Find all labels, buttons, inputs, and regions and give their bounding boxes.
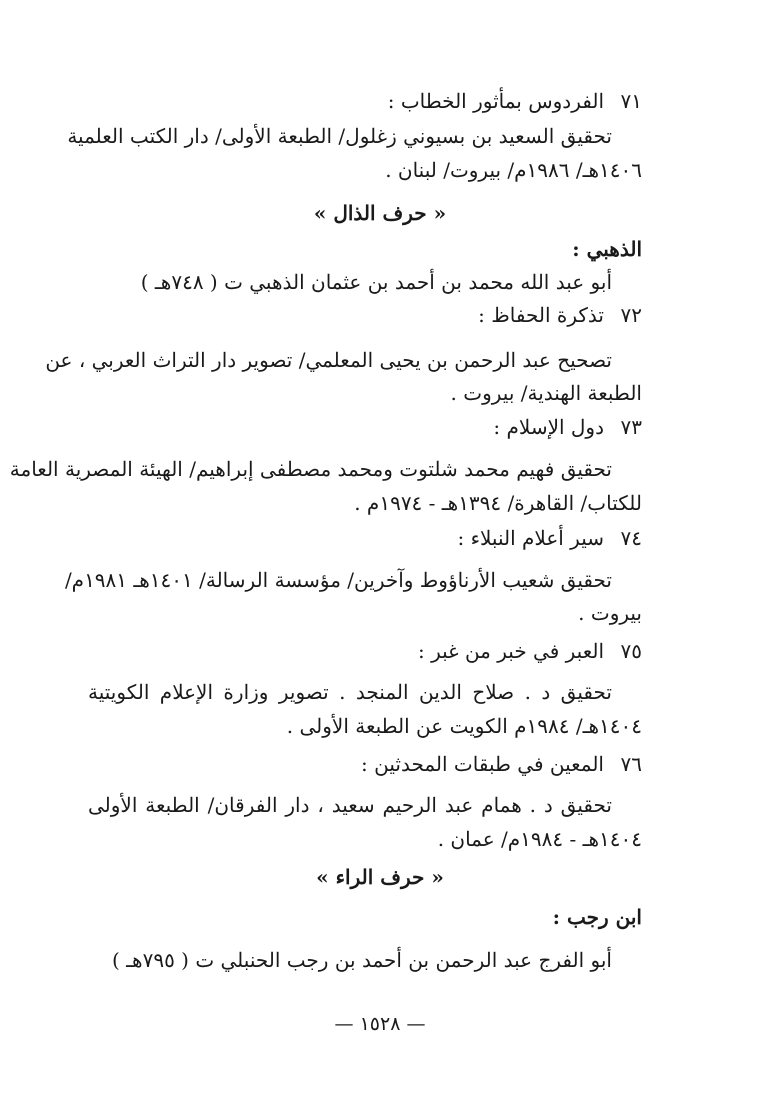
entry-number: ٧٢ [620,303,642,327]
entry-title: المعين في طبقات المحدثين : [361,752,604,776]
entry-73-line-2: للكتاب/ القاهرة/ ١٣٩٤هـ - ١٩٧٤م . [354,491,642,515]
entry-76-line-1: تحقيق د . همام عبد الرحيم سعيد ، دار الفرقان/ الطبعة الأولى [88,793,612,817]
entry-title: العبر في خبر من غبر : [417,639,604,663]
entry-74-line-2: بيروت . [578,601,642,625]
author-description-ibn-rajab: أبو الفرج عبد الرحمن بن أحمد بن رجب الحنبلي ت ( ٧٩٥هـ ) [112,948,612,972]
entry-75-line-1: تحقيق د . صلاح الدين المنجد . تصوير وزارة الإعلام الكويتية [88,680,612,704]
author-heading-dhahabi: الذهبي : [572,237,642,261]
entry-75-line-2: ١٤٠٤هـ/ ١٩٨٤م الكويت عن الطبعة الأولى . [286,714,642,738]
entry-number: ٧١ [620,89,642,113]
entry-title: دول الإسلام : [493,415,604,439]
entry-number: ٧٥ [620,639,642,663]
page-number: — ١٥٢٨ — [334,1013,426,1035]
entry-title: الفردوس بمأثور الخطاب : [387,89,604,113]
entry-72-line-2: الطبعة الهندية/ بيروت . [450,381,642,405]
entry-72-line-1: تصحيح عبد الرحمن بن يحيى المعلمي/ تصوير دار التراث العربي ، عن [45,348,612,372]
entry-number: ٧٤ [620,526,642,550]
entry-71-line-1: تحقيق السعيد بن بسيوني زغلول/ الطبعة الأولى/ دار الكتب العلمية [67,124,612,148]
section-heading-ra: « حرف الراء » [316,865,444,889]
entry-title: تذكرة الحفاظ : [478,303,604,327]
entry-74-line-1: تحقيق شعيب الأرناؤوط وآخرين/ مؤسسة الرسالة/ ١٤٠١هـ ١٩٨١م/ [64,568,612,592]
author-description-dhahabi: أبو عبد الله محمد بن أحمد بن عثمان الذهبي ت ( ٧٤٨هـ ) [140,270,612,294]
entry-number: ٧٣ [620,415,642,439]
entry-76-line-2: ١٤٠٤هـ - ١٩٨٤م/ عمان . [437,827,642,851]
entry-73-line-1: تحقيق فهيم محمد شلتوت ومحمد مصطفى إبراهيم/ الهيئة المصرية العامة [9,457,612,481]
section-heading-dhal: « حرف الذال » [313,201,447,225]
entry-title: سير أعلام النبلاء : [457,526,604,550]
author-heading-ibn-rajab: ابن رجب : [552,905,642,929]
entry-71-line-2: ١٤٠٦هـ/ ١٩٨٦م/ بيروت/ لبنان . [385,158,642,182]
entry-number: ٧٦ [620,752,642,776]
